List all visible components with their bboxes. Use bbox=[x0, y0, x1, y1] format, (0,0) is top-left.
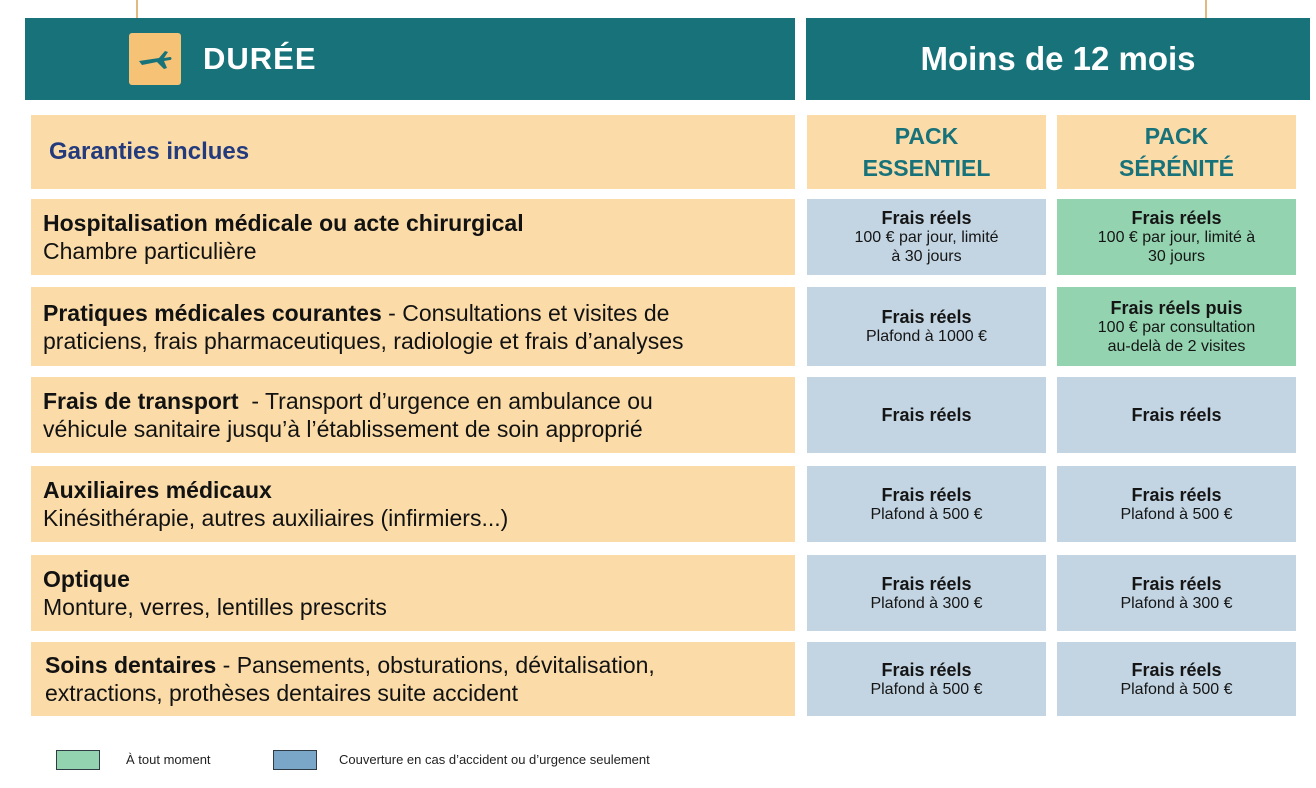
value-detail: 100 € par jour, limité bbox=[854, 229, 999, 246]
pack-serenite-line2: SÉRÉNITÉ bbox=[1118, 155, 1235, 181]
row-title: Soins dentaires bbox=[45, 652, 217, 678]
row-detail: extractions, prothèses dentaires suite accident bbox=[45, 680, 519, 706]
pack-essentiel-header bbox=[807, 115, 1046, 189]
value-detail: Plafond à 500 € bbox=[870, 505, 983, 523]
value-title: Frais réels bbox=[1131, 405, 1222, 425]
value-detail: 30 jours bbox=[1148, 248, 1205, 265]
row-auxiliaires-label bbox=[31, 466, 795, 542]
serenite-optique-cell bbox=[1057, 555, 1296, 631]
value-detail: Plafond à 500 € bbox=[870, 680, 983, 698]
row-hospitalisation-label bbox=[31, 199, 795, 275]
background-line bbox=[136, 0, 138, 18]
essentiel-optique-cell bbox=[807, 555, 1046, 631]
legend-blue-label: Couverture en cas d’accident ou d’urgence seulement bbox=[339, 752, 650, 767]
serenite-dentaires-cell bbox=[1057, 642, 1296, 716]
duration-title: DURÉE bbox=[203, 41, 317, 76]
value-title: Frais réels bbox=[881, 307, 972, 327]
row-optique-label bbox=[31, 555, 795, 631]
row-title: Pratiques médicales courantes bbox=[43, 299, 382, 326]
duration-header bbox=[25, 18, 795, 100]
value-title: Frais réels bbox=[1131, 208, 1222, 228]
row-pratiques-label bbox=[31, 287, 795, 366]
serenite-transport-cell bbox=[1057, 377, 1296, 453]
legend-blue-swatch bbox=[273, 750, 317, 770]
row-detail: Monture, verres, lentilles prescrits bbox=[43, 594, 387, 620]
pack-serenite-line1: PACK bbox=[1144, 123, 1209, 149]
period-header bbox=[806, 18, 1310, 100]
row-detail: praticiens, frais pharmaceutiques, radiologie et frais d’analyses bbox=[43, 327, 684, 354]
pack-serenite-header bbox=[1057, 115, 1296, 189]
value-title: Frais réels bbox=[1131, 659, 1222, 680]
row-transport-label bbox=[31, 377, 795, 453]
value-title: Frais réels bbox=[881, 573, 972, 594]
background-line bbox=[1205, 0, 1207, 18]
row-title: Auxiliaires médicaux bbox=[43, 477, 272, 503]
pack-essentiel-line2: ESSENTIEL bbox=[862, 155, 991, 181]
value-title: Frais réels bbox=[881, 405, 972, 425]
essentiel-dentaires-cell bbox=[807, 642, 1046, 716]
value-detail: Plafond à 300 € bbox=[1120, 594, 1233, 612]
garanties-label: Garanties inclues bbox=[49, 138, 250, 165]
garanties-header bbox=[31, 115, 795, 189]
value-detail: Plafond à 300 € bbox=[870, 594, 983, 612]
row-title: Hospitalisation médicale ou acte chirurgical bbox=[43, 210, 524, 236]
value-detail: au-delà de 2 visites bbox=[1107, 337, 1246, 355]
value-title: Frais réels bbox=[1131, 573, 1222, 594]
serenite-auxiliaires-cell bbox=[1057, 466, 1296, 542]
row-detail: Kinésithérapie, autres auxiliaires (infirmiers...) bbox=[43, 505, 509, 531]
row-detail: - Transport d’urgence en ambulance ou bbox=[238, 388, 653, 414]
legend-green-label: À tout moment bbox=[126, 752, 211, 767]
row-title: Frais de transport bbox=[43, 388, 239, 414]
airplane-icon bbox=[129, 33, 181, 85]
pack-essentiel-line1: PACK bbox=[894, 123, 959, 149]
value-title: Frais réels bbox=[1131, 484, 1222, 505]
value-detail: Plafond à 500 € bbox=[1120, 505, 1233, 523]
row-detail: - Pansements, obsturations, dévitalisation, bbox=[216, 652, 655, 678]
value-title: Frais réels bbox=[881, 484, 972, 505]
serenite-pratiques-cell bbox=[1057, 287, 1296, 366]
value-title: Frais réels bbox=[881, 208, 972, 228]
value-detail: Plafond à 500 € bbox=[1120, 680, 1233, 698]
value-title: Frais réels bbox=[881, 659, 972, 680]
period-label: Moins de 12 mois bbox=[920, 40, 1196, 77]
value-detail: Plafond à 1000 € bbox=[866, 328, 987, 345]
value-detail: à 30 jours bbox=[891, 248, 962, 265]
value-detail: 100 € par consultation bbox=[1097, 318, 1256, 336]
essentiel-pratiques-cell bbox=[807, 287, 1046, 366]
row-title: Optique bbox=[43, 566, 130, 592]
row-detail: - Consultations et visites de bbox=[381, 299, 670, 326]
row-detail: véhicule sanitaire jusqu’à l’établissement de soin approprié bbox=[43, 416, 643, 442]
row-dentaires-label bbox=[31, 642, 795, 716]
legend-green-swatch bbox=[56, 750, 100, 770]
essentiel-transport-cell bbox=[807, 377, 1046, 453]
serenite-hospitalisation-cell bbox=[1057, 199, 1296, 275]
value-detail: 100 € par jour, limité à bbox=[1097, 229, 1256, 246]
value-title: Frais réels puis bbox=[1110, 297, 1243, 318]
essentiel-hospitalisation-cell bbox=[807, 199, 1046, 275]
row-detail: Chambre particulière bbox=[43, 238, 257, 264]
essentiel-auxiliaires-cell bbox=[807, 466, 1046, 542]
